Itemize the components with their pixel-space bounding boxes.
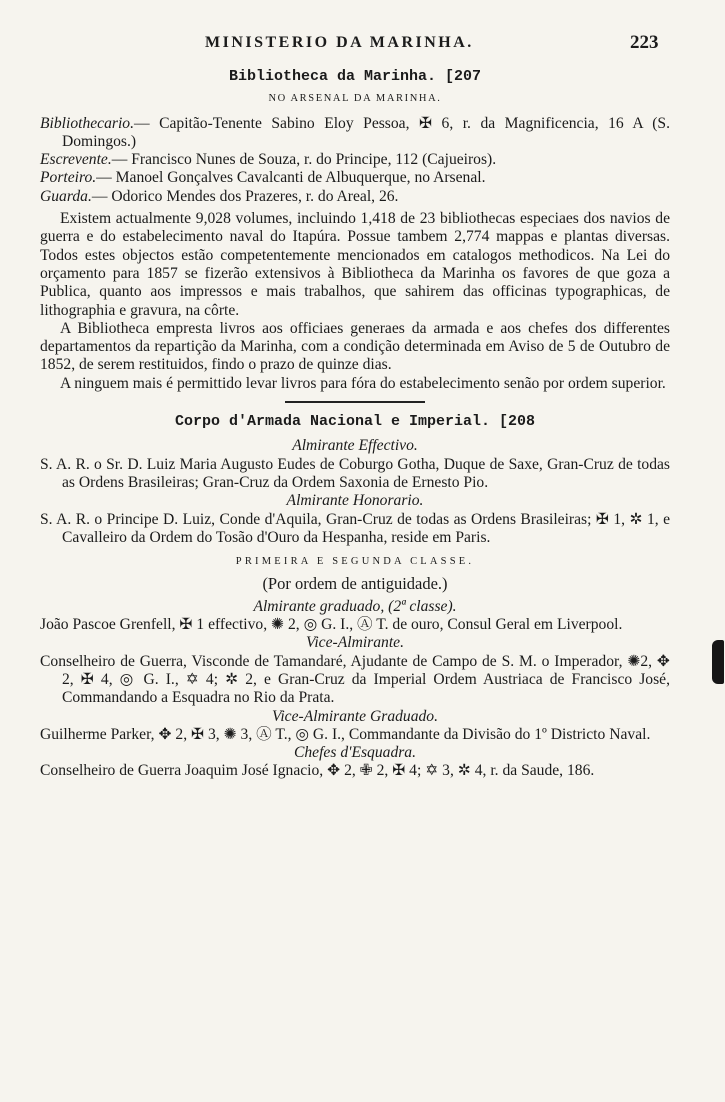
officer-entry: Guilherme Parker, ✥ 2, ✠ 3, ✺ 3, Ⓐ T., ◎ G. I., Commandante da Divisão do 1º Districto Naval. xyxy=(40,725,651,743)
section-heading-corpo-armada: Corpo d'Armada Nacional e Imperial. [208 xyxy=(174,413,536,431)
rank-heading: Chefes d'Esquadra. xyxy=(293,744,417,762)
officer-entry: Conselheiro de Guerra Joaquim José Ignacio, ✥ 2, ✙ 2, ✠ 4; ✡ 3, ✲ 4, r. da Saude, 186. xyxy=(40,762,595,780)
section-subheading: NO ARSENAL DA MARINHA. xyxy=(268,93,442,105)
running-title: MINISTERIO DA MARINHA. xyxy=(205,34,474,51)
section-heading-bibliotheca: Bibliotheca da Marinha. [207 xyxy=(228,68,482,85)
class-heading: PRIMEIRA E SEGUNDA CLASSE. xyxy=(235,556,475,568)
running-header xyxy=(0,34,725,58)
page-body xyxy=(40,68,670,781)
page-number: 223 xyxy=(630,32,659,53)
officer-entry: Conselheiro de Guerra, Visconde de Tamandaré, Ajudante de Campo de S. M. o Imperador, ✺2, ✥ 2, ✠ 4, ◎ G. I., ✡ 4; ✲ 2, e Gran-Cruz da Imperial Ordem Austriaca de Francisco José, Commandando a Esquadra no Rio da Prata. xyxy=(40,652,670,707)
staff-role: Escrevente. xyxy=(40,151,112,169)
body-paragraph: Existem actualmente 9,028 volumes, incluindo 1,418 de 23 bibliothecas especiaes dos navios de guerra e do estabelecimento naval do Itapúra. Possue tambem 2,774 mappas e plantas diversas. Todos estes objectos estão competentemente mencionados em catalogos methodicos. Na Lei do orçamento para 1857 se fizerão extensivos à Bibliotheca da Marinha os favores de que goza a Publica, quanto aos impressos e mais trabalhos, que sahirem das officinas typographicas, de lithographia e gravura, na côrte. xyxy=(40,210,670,319)
rank-heading: Vice-Almirante Graduado. xyxy=(271,707,438,725)
rank-heading: Vice-Almirante. xyxy=(305,634,404,652)
staff-entry xyxy=(40,188,670,206)
page-edge-mark xyxy=(712,640,724,684)
officer-entry: João Pascoe Grenfell, ✠ 1 effectivo, ✺ 2, ◎ G. I., Ⓐ T. de ouro, Consul Geral em Liverpool. xyxy=(40,616,623,634)
body-paragraph: A ninguem mais é permittido levar livros para fóra do estabelecimento senão por ordem superior. xyxy=(60,374,666,392)
section-divider xyxy=(285,401,425,403)
rank-heading: Almirante Effectivo. xyxy=(292,437,418,455)
class-note: (Por ordem de antiguidade.) xyxy=(262,574,448,594)
staff-entry xyxy=(40,151,670,169)
rank-heading: Almirante graduado, (2ª classe). xyxy=(253,597,457,615)
staff-entry xyxy=(40,169,670,187)
staff-text: — Odorico Mendes dos Prazeres, r. do Areal, 26. xyxy=(91,187,399,205)
rank-heading: Almirante Honorario. xyxy=(286,492,424,510)
body-paragraph: A Bibliotheca empresta livros aos officiaes generaes da armada e aos chefes dos differentes departamentos da repartição da Marinha, com a condição determinada em Aviso de 5 de Outubro de 1852, de serem restituidos, findo o prazo de quinze dias. xyxy=(40,319,670,374)
officer-entry: S. A. R. o Principe D. Luiz, Conde d'Aquila, Gran-Cruz de todas as Ordens Brasileiras; ✠ 1, ✲ 1, e Cavalleiro da Ordem do Tosão d'Ouro da Hespanha, reside em Paris. xyxy=(40,510,670,546)
staff-role: Bibliothecario. xyxy=(40,114,134,132)
staff-text: — Francisco Nunes de Souza, r. do Principe, 112 (Cajueiros). xyxy=(111,151,497,169)
officer-entry: S. A. R. o Sr. D. Luiz Maria Augusto Eudes de Coburgo Gotha, Duque de Saxe, Gran-Cruz de todas as Ordens Brasileiras; Gran-Cruz da Ordem Saxonia de Ernesto Pio. xyxy=(40,455,670,491)
staff-text: — Manoel Gonçalves Cavalcanti de Albuquerque, no Arsenal. xyxy=(96,169,486,187)
staff-role: Porteiro. xyxy=(40,169,97,187)
staff-entry xyxy=(40,115,670,152)
staff-text: — Capitão-Tenente Sabino Eloy Pessoa, ✠ 6, r. da Magnificencia, 16 A (S. Domingos.) xyxy=(62,114,670,150)
staff-role: Guarda. xyxy=(40,187,92,205)
